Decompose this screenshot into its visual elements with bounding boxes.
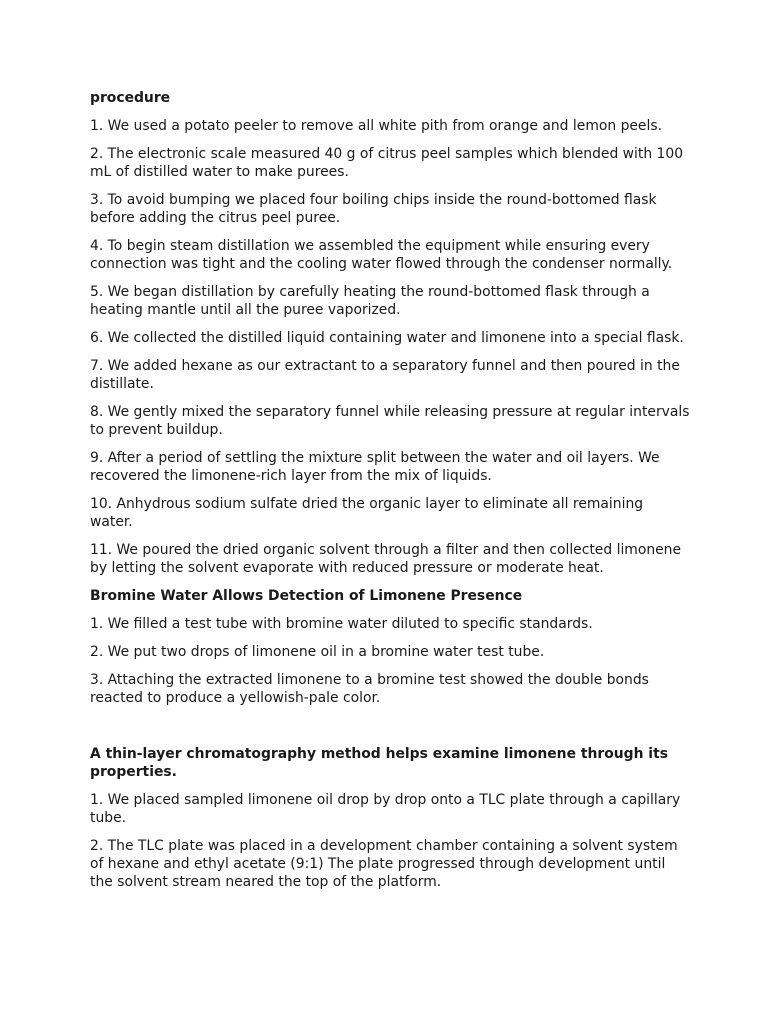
procedure-step: 7. We added hexane as our extractant to a separatory funnel and then poured in the distillate. bbox=[90, 358, 680, 392]
procedure-step: 10. Anhydrous sodium sulfate dried the organic layer to eliminate all remaining water. bbox=[90, 496, 644, 530]
procedure-step: 5. We began distillation by carefully heating the round-bottomed flask through a heating mantle until all the puree vaporized. bbox=[90, 284, 650, 318]
procedure-step: 1. We used a potato peeler to remove all white pith from orange and lemon peels. bbox=[90, 118, 662, 134]
section-spacer bbox=[90, 717, 690, 745]
procedure-step: 2. We put two drops of limonene oil in a bromine water test tube. bbox=[90, 644, 545, 660]
procedure-step: 9. After a period of settling the mixture split between the water and oil layers. We recovered the limonene-rich layer from the mix of liquids. bbox=[90, 450, 660, 484]
procedure-step: 6. We collected the distilled liquid containing water and limonene into a special flask. bbox=[90, 330, 684, 346]
section-bromine-test bbox=[90, 587, 690, 707]
section-heading: procedure bbox=[90, 90, 171, 106]
procedure-step: 3. Attaching the extracted limonene to a bromine test showed the double bonds reacted to produce a yellowish-pale color. bbox=[90, 672, 649, 706]
document-page bbox=[90, 89, 690, 901]
procedure-step: 2. The TLC plate was placed in a development chamber containing a solvent system of hexane and ethyl acetate (9:1) The plate progressed through development until the solvent stream neared the top of the platform. bbox=[90, 838, 678, 890]
procedure-step: 1. We filled a test tube with bromine water diluted to specific standards. bbox=[90, 616, 593, 632]
section-procedure bbox=[90, 89, 690, 577]
procedure-step: 2. The electronic scale measured 40 g of citrus peel samples which blended with 100 mL of distilled water to make purees. bbox=[90, 146, 684, 180]
section-heading: Bromine Water Allows Detection of Limonene Presence bbox=[90, 588, 523, 604]
section-heading: A thin-layer chromatography method helps examine limonene through its properties. bbox=[90, 746, 668, 780]
section-tlc bbox=[90, 745, 690, 891]
procedure-step: 4. To begin steam distillation we assembled the equipment while ensuring every connection was tight and the cooling water flowed through the condenser normally. bbox=[90, 238, 673, 272]
procedure-step: 3. To avoid bumping we placed four boiling chips inside the round-bottomed flask before adding the citrus peel puree. bbox=[90, 192, 657, 226]
procedure-step: 1. We placed sampled limonene oil drop by drop onto a TLC plate through a capillary tube. bbox=[90, 792, 681, 826]
procedure-step: 11. We poured the dried organic solvent through a filter and then collected limonene by letting the solvent evaporate with reduced pressure or moderate heat. bbox=[90, 542, 682, 576]
procedure-step: 8. We gently mixed the separatory funnel while releasing pressure at regular intervals to prevent buildup. bbox=[90, 404, 690, 438]
